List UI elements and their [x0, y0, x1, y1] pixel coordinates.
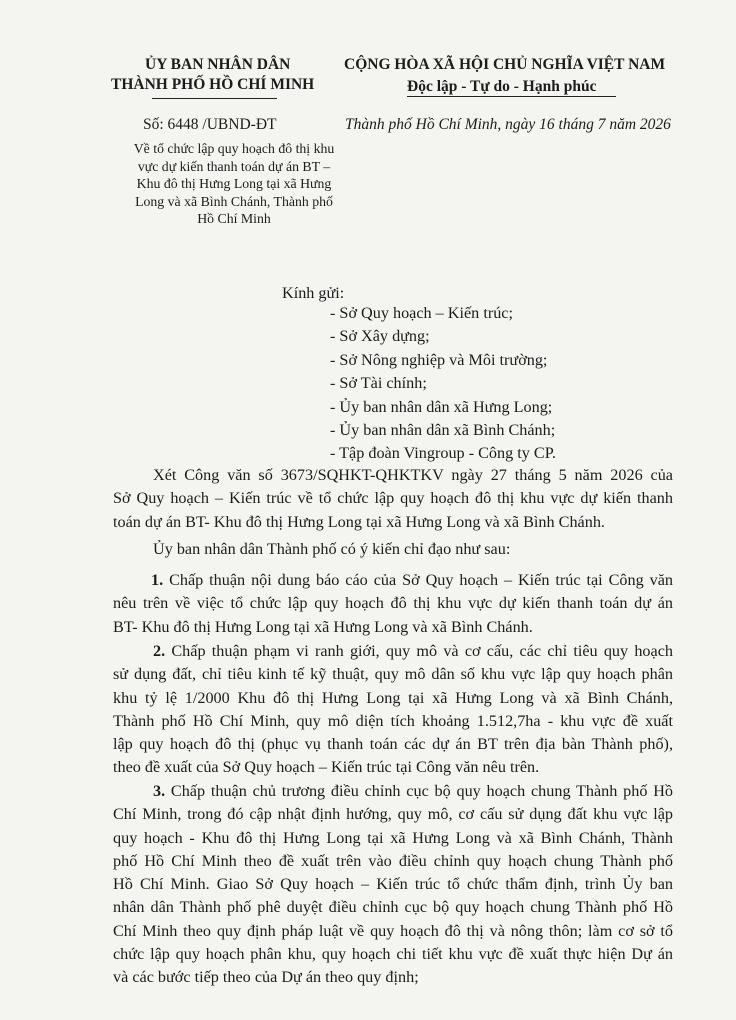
item-2 [113, 640, 673, 780]
item-number: 2. [153, 642, 166, 660]
place-and-date: Thành phố Hồ Chí Minh, ngày 16 tháng 7 năm 2026 [345, 116, 671, 133]
subject-line: Hồ Chí Minh [197, 211, 271, 226]
motto-underline [407, 96, 616, 97]
recipient-item: - Ủy ban nhân dân xã Bình Chánh; [330, 421, 556, 440]
paragraph-line: Hồ Chí Minh. Giao Sở Quy hoạch – Kiến trúc tổ chức thẩm định, trình Ủy ban [113, 875, 673, 894]
paragraph-line: toán dự án BT- Khu đô thị Hưng Long tại xã Hưng Long và xã Bình Chánh. [113, 512, 605, 531]
recipient-item: - Ủy ban nhân dân xã Hưng Long; [330, 397, 553, 416]
paragraph-line: nhân dân Thành phố phê duyệt điều chỉnh cục bộ quy hoạch chung Thành phố Hồ [113, 898, 673, 917]
recipients-list [330, 302, 556, 466]
recipient-item: - Sở Quy hoạch – Kiến trúc; [330, 304, 513, 322]
paragraph-line: khu tỷ lệ 1/2000 Khu đô thị Hưng Long tại xã Hưng Long và xã Bình Chánh, [113, 688, 673, 707]
paragraph-line: Xét Công văn số 3673/SQHKT-QHKTKV ngày 27 tháng 5 năm 2026 của [153, 466, 673, 484]
paragraph-line: chức lập quy hoạch phân khu, quy hoạch chi tiết khu vực đề xuất thực hiện Dự án [113, 945, 673, 964]
paragraph-line: sử dụng đất, chỉ tiêu kinh tế kỹ thuật, quy mô dân số khu vực lập quy hoạch phân [113, 665, 673, 684]
nation-motto: Độc lập - Tự do - Hạnh phúc [407, 78, 597, 95]
subject-line: Long và xã Bình Chánh, Thành phố [135, 193, 333, 209]
paragraph-line: 3. Chấp thuận chủ trương điều chỉnh cục bộ quy hoạch chung Thành phố Hồ [153, 782, 673, 800]
recipient-item: - Sở Tài chính; [330, 374, 427, 393]
subject-line: Khu đô thị Hưng Long tại xã Hưng [136, 176, 332, 191]
intro-paragraph [113, 464, 673, 534]
item-1 [113, 569, 673, 639]
item-number: 1. [151, 571, 164, 589]
recipients-label: Kính gửi: [282, 284, 345, 302]
paragraph-line: BT- Khu đô thị Hưng Long tại xã Hưng Long và xã Bình Chánh. [113, 617, 533, 636]
paragraph-line: và các bước tiếp theo của Dự án theo quy định; [113, 968, 419, 987]
paragraph-line: nêu trên về việc tổ chức lập quy hoạch đô thị khu vực dự kiến thanh toán dự án [113, 594, 673, 613]
recipient-item: - Sở Xây dựng; [330, 327, 430, 346]
paragraph-line: Chí Minh theo quy định pháp luật về quy hoạch đô thị và nông thôn; làm cơ sở tổ [113, 921, 673, 940]
paragraph-line: phố Hồ Chí Minh theo đề xuất trên vào điều chỉnh quy hoạch chung Thành phố [113, 851, 673, 870]
recipient-item: - Sở Nông nghiệp và Môi trường; [330, 350, 548, 369]
item-number: 3. [153, 782, 166, 800]
subject-line: vực dự kiến thanh toán dự án BT – [137, 158, 331, 174]
nation-title: CỘNG HÒA XÃ HỘI CHỦ NGHĨA VIỆT NAM [344, 56, 666, 73]
paragraph-line: Chí Minh, trong đó cập nhật định hướng, quy mô, cơ cấu sử dụng đất khu vực lập [113, 805, 673, 824]
subject-line: Về tổ chức lập quy hoạch đô thị khu [133, 141, 335, 156]
paragraph-line: 1. Chấp thuận nội dung báo cáo của Sở Quy hoạch – Kiến trúc tại Công văn [151, 571, 673, 589]
paragraph-line: theo đề xuất của Sở Quy hoạch – Kiến trúc tại Công văn nêu trên. [113, 758, 540, 777]
opinion-paragraph: Ủy ban nhân dân Thành phố có ý kiến chỉ đạo như sau: [153, 540, 511, 558]
recipient-item: - Tập đoàn Vingroup - Công ty CP. [330, 444, 556, 463]
agency-underline [152, 98, 277, 99]
subject-block [98, 140, 370, 228]
paragraph-line: Thành phố Hồ Chí Minh, quy mô diện tích khoảng 1.512,7ha - khu vực đề xuất [113, 711, 673, 730]
paragraph-line: lập quy hoạch đô thị (phục vụ thanh toán các dự án BT trên địa bàn Thành phố), [113, 735, 673, 754]
agency-name-line1: ỦY BAN NHÂN DÂN [145, 56, 291, 73]
paragraph-line: Sở Quy hoạch – Kiến trúc về tổ chức lập quy hoạch đô thị khu vực dự kiến thanh [113, 489, 673, 508]
paragraph-line: 2. Chấp thuận phạm vi ranh giới, quy mô và cơ cấu, các chỉ tiêu quy hoạch [153, 642, 673, 660]
agency-name-line2: THÀNH PHỐ HỒ CHÍ MINH [111, 76, 315, 93]
document-number: Số: 6448 /UBND-ĐT [143, 116, 277, 133]
item-3 [113, 780, 673, 990]
paragraph-line: quy hoạch - Khu đô thị Hưng Long tại xã Hưng Long và xã Bình Chánh, Thành [113, 828, 673, 847]
